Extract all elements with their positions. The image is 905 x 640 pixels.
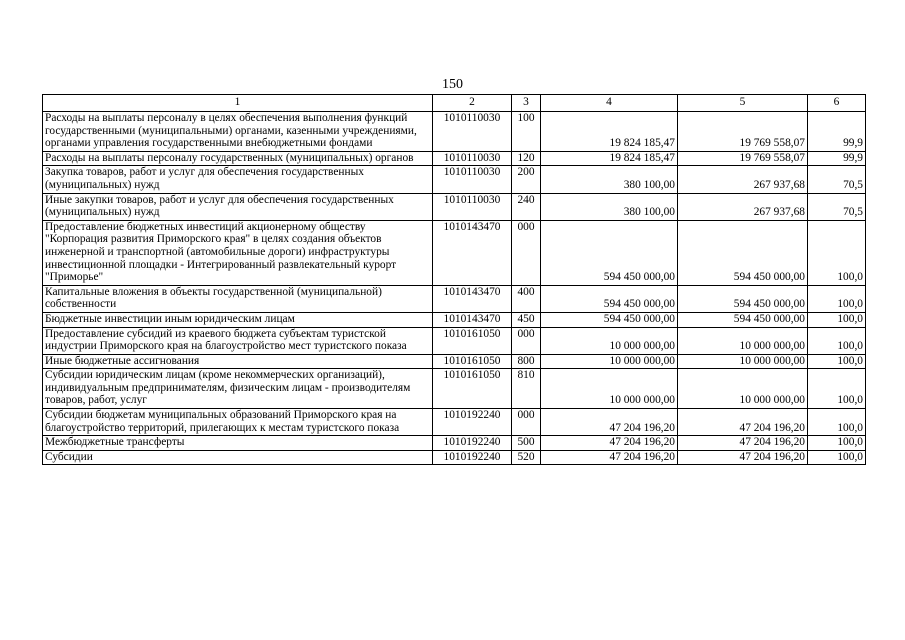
row-percent-cell: 100,0 xyxy=(808,436,866,451)
row-code-cell: 1010161050 xyxy=(433,369,512,409)
table-row xyxy=(43,312,866,327)
row-code-cell: 1010110030 xyxy=(433,166,512,193)
row-type-cell: 000 xyxy=(512,409,541,436)
row-name-cell: Иные бюджетные ассигнования xyxy=(43,354,433,369)
row-code-cell: 1010161050 xyxy=(433,354,512,369)
row-type-cell: 120 xyxy=(512,151,541,166)
row-plan-cell: 594 450 000,00 xyxy=(541,220,678,285)
row-percent-cell: 99,9 xyxy=(808,112,866,152)
row-fact-cell: 594 450 000,00 xyxy=(678,312,808,327)
row-fact-cell: 47 204 196,20 xyxy=(678,450,808,465)
row-type-cell: 520 xyxy=(512,450,541,465)
row-code-cell: 1010110030 xyxy=(433,112,512,152)
page-number: 150 xyxy=(442,77,463,92)
row-type-cell: 800 xyxy=(512,354,541,369)
header-row xyxy=(43,95,866,112)
row-name-cell: Предоставление бюджетных инвестиций акционерному обществу "Корпорация развития Приморского края" в целях создания объектов инженерной и транспортной (автомобильные дороги) инфраструктуры инвестиционной площадки - Интегрированный развлекательный курорт "Приморье" xyxy=(43,220,433,285)
row-fact-cell: 594 450 000,00 xyxy=(678,285,808,312)
row-percent-cell: 100,0 xyxy=(808,450,866,465)
table-row xyxy=(43,193,866,220)
row-type-cell: 200 xyxy=(512,166,541,193)
row-type-cell: 000 xyxy=(512,220,541,285)
row-fact-cell: 594 450 000,00 xyxy=(678,220,808,285)
row-percent-cell: 100,0 xyxy=(808,327,866,354)
row-code-cell: 1010143470 xyxy=(433,312,512,327)
row-percent-cell: 70,5 xyxy=(808,166,866,193)
row-code-cell: 1010161050 xyxy=(433,327,512,354)
row-percent-cell: 99,9 xyxy=(808,151,866,166)
row-fact-cell: 10 000 000,00 xyxy=(678,369,808,409)
row-fact-cell: 267 937,68 xyxy=(678,193,808,220)
row-fact-cell: 19 769 558,07 xyxy=(678,151,808,166)
budget-table xyxy=(42,94,866,465)
table-row xyxy=(43,354,866,369)
row-name-cell: Субсидии юридическим лицам (кроме некоммерческих организаций), индивидуальным предпринимателям, физическим лицам - производителям товаров, работ, услуг xyxy=(43,369,433,409)
table-row xyxy=(43,112,866,152)
row-percent-cell: 100,0 xyxy=(808,409,866,436)
row-name-cell: Иные закупки товаров, работ и услуг для обеспечения государственных (муниципальных) нужд xyxy=(43,193,433,220)
row-fact-cell: 47 204 196,20 xyxy=(678,436,808,451)
row-plan-cell: 19 824 185,47 xyxy=(541,151,678,166)
row-name-cell: Закупка товаров, работ и услуг для обеспечения государственных (муниципальных) нужд xyxy=(43,166,433,193)
row-percent-cell: 70,5 xyxy=(808,193,866,220)
row-plan-cell: 380 100,00 xyxy=(541,166,678,193)
row-percent-cell: 100,0 xyxy=(808,220,866,285)
row-code-cell: 1010110030 xyxy=(433,193,512,220)
row-plan-cell: 10 000 000,00 xyxy=(541,354,678,369)
row-plan-cell: 380 100,00 xyxy=(541,193,678,220)
row-name-cell: Капитальные вложения в объекты государственной (муниципальной) собственности xyxy=(43,285,433,312)
table-row xyxy=(43,220,866,285)
row-type-cell: 000 xyxy=(512,327,541,354)
column-header-6: 6 xyxy=(808,95,866,112)
row-code-cell: 1010143470 xyxy=(433,285,512,312)
table-row xyxy=(43,409,866,436)
row-code-cell: 1010192240 xyxy=(433,436,512,451)
row-name-cell: Субсидии бюджетам муниципальных образований Приморского края на благоустройство территорий, прилегающих к местам туристского показа xyxy=(43,409,433,436)
row-type-cell: 450 xyxy=(512,312,541,327)
column-header-2: 2 xyxy=(433,95,512,112)
row-code-cell: 1010110030 xyxy=(433,151,512,166)
row-name-cell: Расходы на выплаты персоналу в целях обеспечения выполнения функций государственными (муниципальными) органами, казенными учреждениями, органами управления государственными внебюджетными фондами xyxy=(43,112,433,152)
row-type-cell: 100 xyxy=(512,112,541,152)
table-row xyxy=(43,285,866,312)
row-code-cell: 1010192240 xyxy=(433,409,512,436)
row-plan-cell: 594 450 000,00 xyxy=(541,285,678,312)
row-name-cell: Расходы на выплаты персоналу государственных (муниципальных) органов xyxy=(43,151,433,166)
row-type-cell: 240 xyxy=(512,193,541,220)
row-percent-cell: 100,0 xyxy=(808,369,866,409)
table-row xyxy=(43,450,866,465)
row-plan-cell: 47 204 196,20 xyxy=(541,450,678,465)
row-name-cell: Предоставление субсидий из краевого бюджета субъектам туристской индустрии Приморского края на благоустройство мест туристского показа xyxy=(43,327,433,354)
row-name-cell: Субсидии xyxy=(43,450,433,465)
row-fact-cell: 47 204 196,20 xyxy=(678,409,808,436)
row-code-cell: 1010192240 xyxy=(433,450,512,465)
table-row xyxy=(43,151,866,166)
row-fact-cell: 19 769 558,07 xyxy=(678,112,808,152)
row-percent-cell: 100,0 xyxy=(808,285,866,312)
row-fact-cell: 10 000 000,00 xyxy=(678,354,808,369)
table-row xyxy=(43,369,866,409)
row-percent-cell: 100,0 xyxy=(808,312,866,327)
column-header-5: 5 xyxy=(678,95,808,112)
row-type-cell: 500 xyxy=(512,436,541,451)
column-header-3: 3 xyxy=(512,95,541,112)
row-plan-cell: 10 000 000,00 xyxy=(541,369,678,409)
row-plan-cell: 594 450 000,00 xyxy=(541,312,678,327)
row-code-cell: 1010143470 xyxy=(433,220,512,285)
row-type-cell: 810 xyxy=(512,369,541,409)
row-plan-cell: 47 204 196,20 xyxy=(541,409,678,436)
row-fact-cell: 267 937,68 xyxy=(678,166,808,193)
row-percent-cell: 100,0 xyxy=(808,354,866,369)
row-name-cell: Межбюджетные трансферты xyxy=(43,436,433,451)
row-fact-cell: 10 000 000,00 xyxy=(678,327,808,354)
row-type-cell: 400 xyxy=(512,285,541,312)
column-header-1: 1 xyxy=(43,95,433,112)
row-plan-cell: 19 824 185,47 xyxy=(541,112,678,152)
table-body xyxy=(43,95,866,465)
row-plan-cell: 47 204 196,20 xyxy=(541,436,678,451)
table-row xyxy=(43,436,866,451)
row-name-cell: Бюджетные инвестиции иным юридическим лицам xyxy=(43,312,433,327)
table-row xyxy=(43,166,866,193)
row-plan-cell: 10 000 000,00 xyxy=(541,327,678,354)
table-row xyxy=(43,327,866,354)
column-header-4: 4 xyxy=(541,95,678,112)
